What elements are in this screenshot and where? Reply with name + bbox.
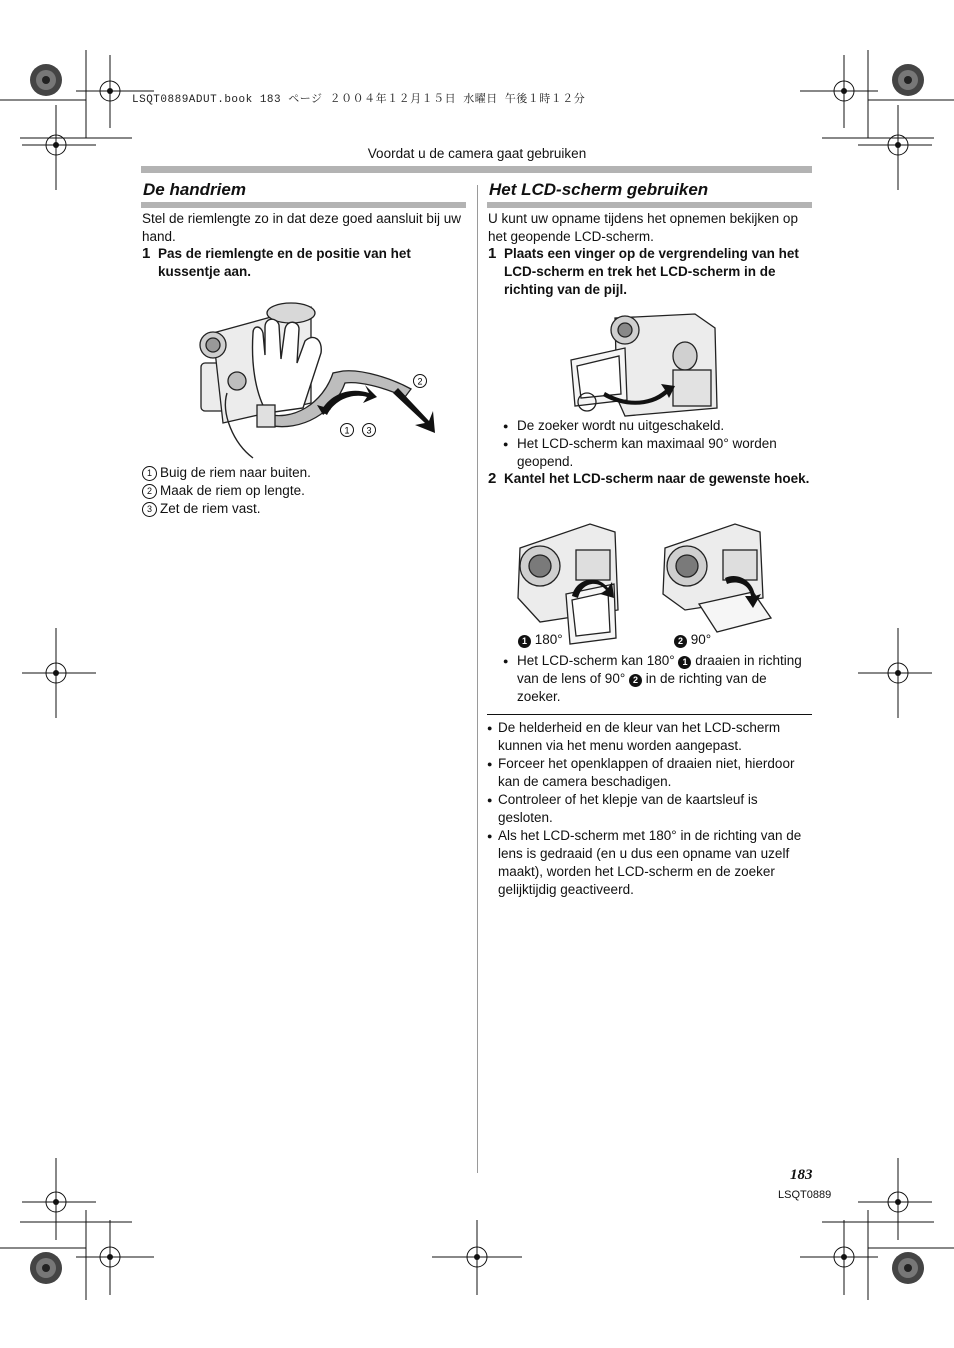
list-text: Maak de riem op lengte.: [160, 483, 305, 498]
lcd-notes: [487, 719, 812, 899]
fig-label-90: [674, 631, 711, 649]
list-number: 2: [142, 484, 157, 499]
handstrap-intro: Stel de riemlengte zo in dat deze goed aansluit bij uw hand.: [142, 211, 461, 244]
note-part: in de richting van de zoeker.: [517, 671, 767, 704]
bullet-item: ● De zoeker wordt nu uitgeschakeld.: [503, 417, 813, 435]
lcd-step-2: [488, 470, 812, 488]
page-number: 183: [790, 1167, 813, 1183]
list-number: 3: [142, 502, 157, 517]
step-text: Kantel het LCD-scherm naar de gewenste hoek.: [504, 471, 810, 486]
column-divider: [477, 185, 478, 1173]
section-title-lcd: Het LCD-scherm gebruiken: [489, 180, 709, 199]
lcd-rotate-180-illustration: [510, 518, 625, 648]
bullet-item: ● Het LCD-scherm kan maximaal 90° worden geopend.: [503, 435, 813, 471]
list-item: [142, 500, 462, 518]
bullet-item: [503, 652, 803, 706]
handstrap-step-1: [142, 245, 462, 281]
lcd-step-1: [488, 245, 812, 299]
note-part: draaien in richting van de lens of 90°: [517, 653, 802, 686]
section-title-handstrap: De handriem: [143, 180, 246, 199]
note-number: 2: [629, 674, 642, 687]
step-number: 1: [488, 245, 497, 262]
notes-divider: [487, 714, 812, 715]
step-number: 2: [488, 470, 497, 487]
lcd-intro: U kunt uw opname tijdens het opnemen bekijken op het geopende LCD-scherm.: [488, 211, 798, 244]
note-item: ● Controleer of het klepje van de kaartsleuf is gesloten.: [487, 791, 812, 827]
note-part: Het LCD-scherm kan 180°: [517, 653, 675, 668]
header-bar: [141, 166, 812, 173]
fig-label-text: 90°: [690, 632, 712, 647]
callout-3: 3: [366, 425, 372, 436]
list-item: [142, 482, 462, 500]
note-item: ● Als het LCD-scherm met 180° in de richting van de lens is gedraaid (en u dus een opname van uzelf maakt), worden het LCD-scherm en de zoeker gelijktijdig geactiveerd.: [487, 827, 812, 899]
callout-2: 2: [417, 376, 423, 387]
lcd-open-illustration: [565, 308, 725, 418]
note-item: ● De helderheid en de kleur van het LCD-scherm kunnen via het menu worden aangepast.: [487, 719, 812, 755]
handstrap-list: [142, 464, 462, 518]
fig-number: 1: [518, 635, 531, 648]
document-code: LSQT0889: [778, 1189, 832, 1201]
lcd-rotate-note: [503, 652, 803, 706]
note-item: ● Forceer het openklappen of draaien niet, hierdoor kan de camera beschadigen.: [487, 755, 812, 791]
lcd-rotate-90-illustration: [655, 518, 775, 636]
fig-label-180: [518, 631, 563, 649]
list-text: Zet de riem vast.: [160, 501, 261, 516]
section-rule: [487, 202, 812, 208]
step-number: 1: [142, 245, 151, 262]
print-header: LSQT0889ADUT.book 183 ページ ２００４年１２月１５日 水曜日 午後１時１２分: [132, 94, 586, 106]
fig-number: 2: [674, 635, 687, 648]
step-text: Plaats een vinger op de vergrendeling van het LCD-scherm en trek het LCD-scherm in de richting van de pijl.: [504, 246, 799, 297]
handstrap-illustration: [193, 293, 443, 463]
list-item: [142, 464, 462, 482]
lcd-bullets-a: [503, 417, 813, 471]
step-text: Pas de riemlengte en de positie van het kussentje aan.: [158, 246, 411, 279]
list-number: 1: [142, 466, 157, 481]
running-title: Voordat u de camera gaat gebruiken: [367, 146, 587, 161]
note-number: 1: [678, 656, 691, 669]
callout-1: 1: [344, 425, 350, 436]
list-text: Buig de riem naar buiten.: [160, 465, 311, 480]
section-rule: [141, 202, 466, 208]
fig-label-text: 180°: [534, 632, 563, 647]
